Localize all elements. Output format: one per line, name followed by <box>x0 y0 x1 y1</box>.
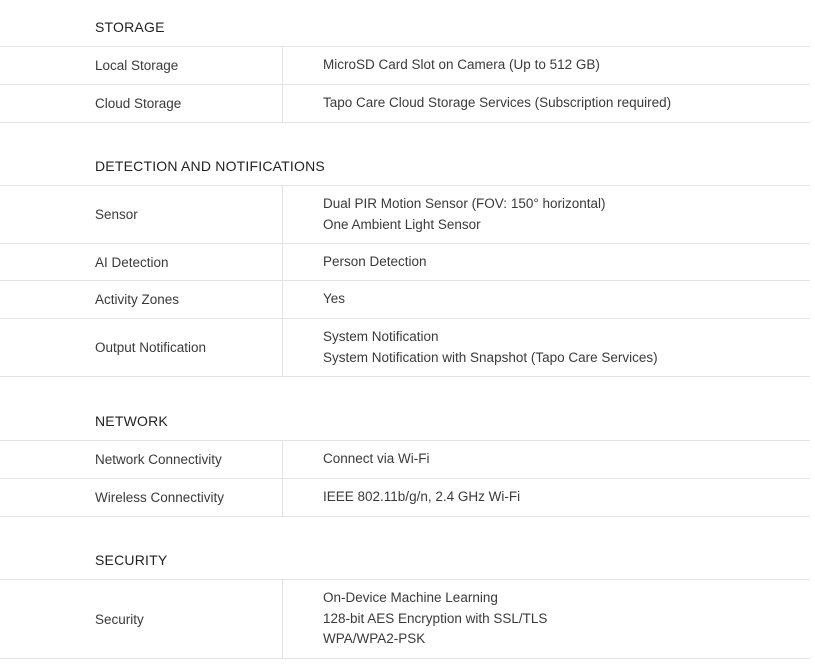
value-line: System Notification <box>323 329 439 344</box>
value-line: 128-bit AES Encryption with SSL/TLS <box>323 610 548 626</box>
value-line: Connect via Wi-Fi <box>323 451 430 467</box>
table-row <box>0 186 810 244</box>
row-label: Output Notification <box>0 319 283 376</box>
row-value <box>283 244 810 280</box>
section-title-storage: STORAGE <box>95 19 165 35</box>
table-row <box>0 441 810 479</box>
value-line: Dual PIR Motion Sensor (FOV: 150° horizontal) <box>323 196 606 211</box>
row-value <box>283 479 810 516</box>
value-line: System Notification with Snapshot (Tapo Care Services) <box>323 349 658 365</box>
row-value <box>283 319 810 376</box>
value-line: On-Device Machine Learning <box>323 590 498 606</box>
value-line: MicroSD Card Slot on Camera (Up to 512 GB) <box>323 57 600 73</box>
row-value <box>283 85 810 122</box>
value-line: WPA/WPA2-PSK <box>323 631 426 647</box>
spec-table-network <box>0 440 810 517</box>
table-row <box>0 281 810 319</box>
row-label: Security <box>0 580 283 658</box>
row-label: Local Storage <box>0 47 283 84</box>
section-title-security: SECURITY <box>95 552 168 568</box>
row-value <box>283 580 810 658</box>
row-label: AI Detection <box>0 244 283 280</box>
table-row <box>0 479 810 517</box>
row-label: Wireless Connectivity <box>0 479 283 516</box>
value-line: IEEE 802.11b/g/n, 2.4 GHz Wi-Fi <box>323 489 521 505</box>
section-title-detection: DETECTION AND NOTIFICATIONS <box>95 158 325 174</box>
row-label: Cloud Storage <box>0 85 283 122</box>
value-line: Person Detection <box>323 253 427 269</box>
table-row <box>0 319 810 377</box>
spec-table-detection <box>0 185 810 377</box>
row-value <box>283 441 810 478</box>
spec-table-storage <box>0 46 810 123</box>
table-row <box>0 85 810 123</box>
row-value <box>283 281 810 318</box>
row-label: Network Connectivity <box>0 441 283 478</box>
table-row <box>0 244 810 281</box>
table-row <box>0 580 810 659</box>
row-value <box>283 186 810 243</box>
spec-table-security <box>0 579 810 659</box>
value-line: One Ambient Light Sensor <box>323 216 481 232</box>
value-line: Tapo Care Cloud Storage Services (Subscription required) <box>323 95 672 111</box>
row-value <box>283 47 810 84</box>
row-label: Activity Zones <box>0 281 283 318</box>
table-row <box>0 47 810 85</box>
row-label: Sensor <box>0 186 283 243</box>
value-line: Yes <box>323 291 346 307</box>
section-title-network: NETWORK <box>95 413 168 429</box>
